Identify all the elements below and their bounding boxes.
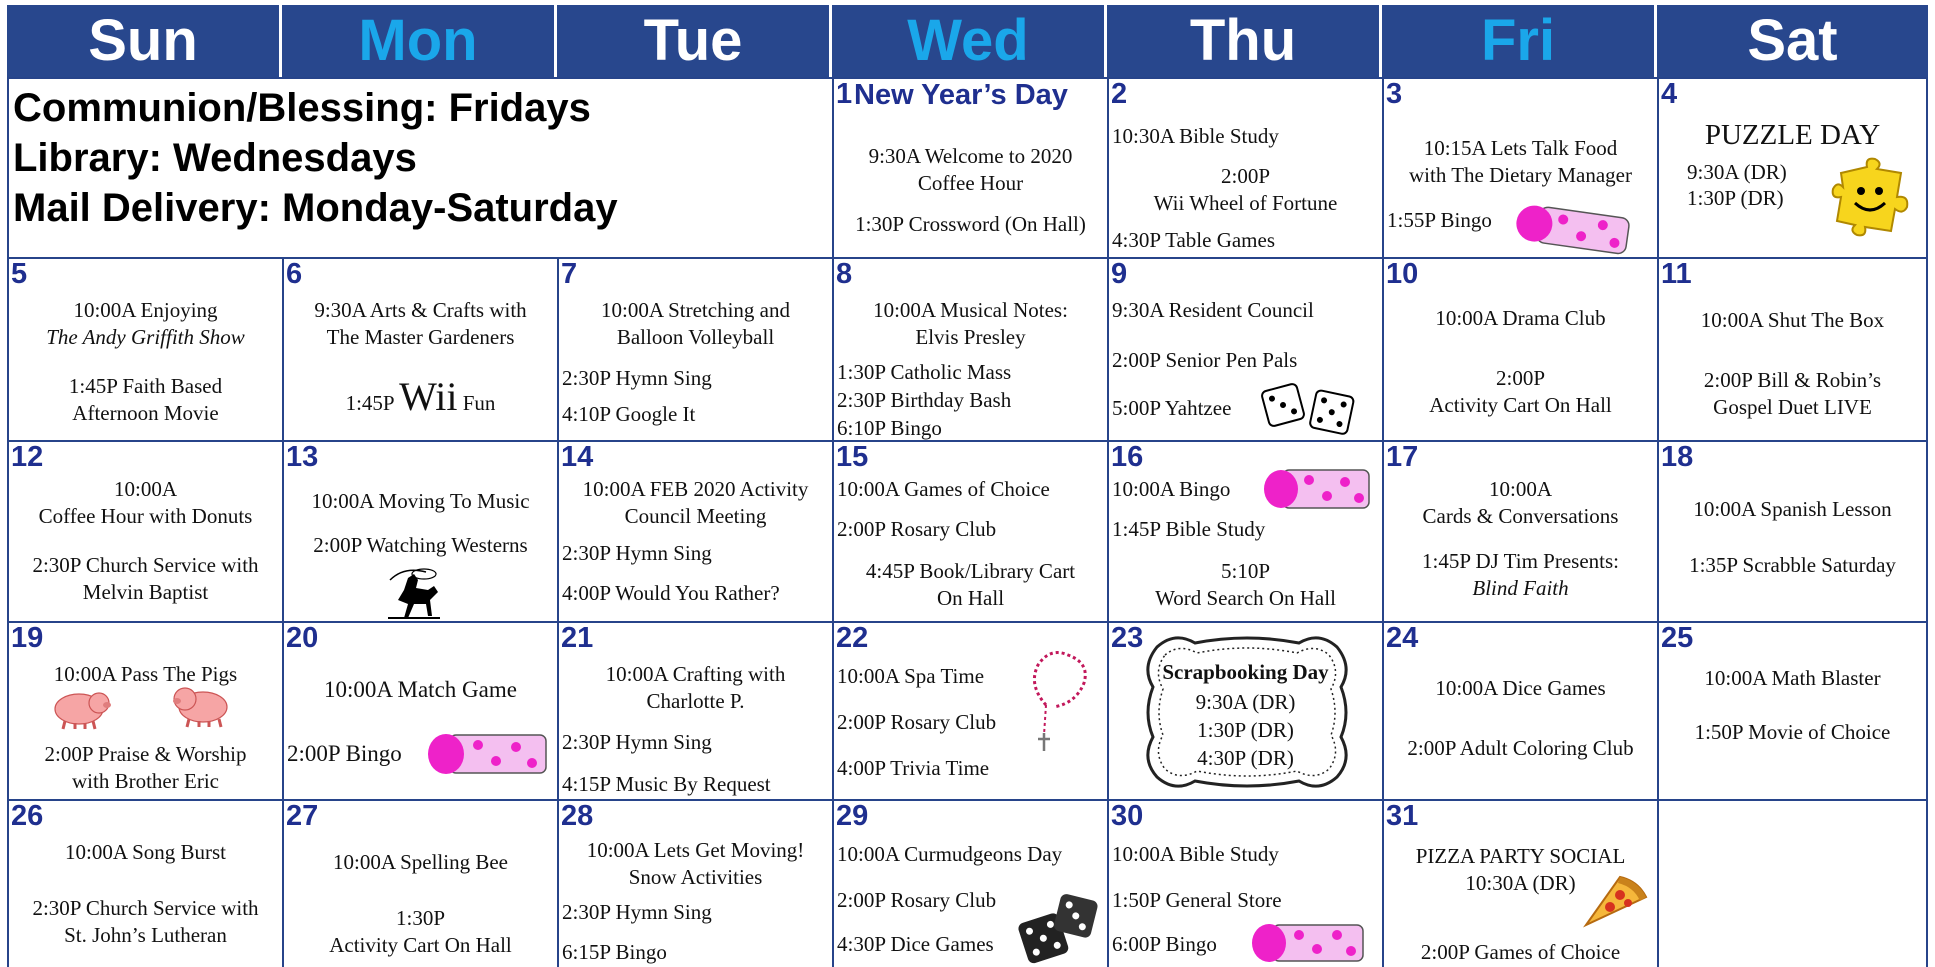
dice-icon — [1259, 377, 1359, 437]
event: 2:30P Hymn Sing — [562, 541, 712, 565]
event: 4:00P Trivia Time — [837, 756, 990, 780]
day-cell-5 — [7, 257, 284, 442]
event: 10:00A Moving To Music — [311, 489, 530, 513]
event: 10:00A Curmudgeons Day — [837, 842, 1063, 866]
day-cell-12 — [7, 440, 284, 623]
notice-communion: Communion/Blessing: Fridays — [13, 86, 591, 130]
puzzle-smiley-icon — [1831, 155, 1913, 237]
day-cell-18 — [1657, 440, 1928, 623]
event: 9:30A Resident Council — [1112, 298, 1314, 322]
day-number: 18 — [1661, 441, 1694, 473]
header-sat: Sat — [1657, 5, 1928, 77]
day-number: 14 — [561, 441, 594, 473]
day-number: 26 — [11, 800, 44, 832]
notice-cell — [7, 77, 834, 259]
event: 4:30P (DR) — [1197, 746, 1294, 770]
event: 4:15P Music By Request — [562, 772, 771, 796]
event: 10:00A Song Burst — [64, 840, 227, 864]
day-cell-31 — [1382, 799, 1659, 967]
notice-mail: Mail Delivery: Monday-Saturday — [13, 186, 618, 230]
day-number: 20 — [286, 622, 319, 654]
event: 1:45P Bible Study — [1112, 517, 1266, 541]
bingo-dauber-icon — [1261, 464, 1373, 514]
event: 10:00A Games of Choice — [837, 477, 1050, 501]
event: 2:30P Hymn Sing — [562, 730, 712, 754]
event: 10:00A Bible Study — [1112, 842, 1279, 866]
day-number: 23 — [1111, 622, 1144, 654]
event: 2:00P Rosary Club — [837, 888, 997, 912]
day-number: 2 — [1111, 78, 1128, 110]
calendar — [7, 5, 1928, 967]
event: 10:00A Enjoying The Andy Griffith Show — [46, 298, 245, 349]
event: 2:00P Senior Pen Pals — [1112, 348, 1298, 372]
event: 2:00P Watching Westerns — [313, 533, 528, 557]
day-cell-21 — [557, 621, 834, 801]
event: 1:30P Catholic Mass — [837, 360, 1012, 384]
day-cell-17 — [1382, 440, 1659, 623]
day-number: 12 — [11, 441, 44, 473]
event: 2:30P Church Service with Melvin Baptist — [32, 553, 259, 604]
event: 1:50P Movie of Choice — [1694, 720, 1891, 744]
event: 1:55P Bingo — [1387, 208, 1492, 232]
event: 6:00P Bingo — [1112, 932, 1217, 956]
pizza-slice-icon — [1580, 871, 1650, 929]
day-cell-2 — [1107, 77, 1384, 259]
day-number: 30 — [1111, 800, 1144, 832]
event: 2:30P Church Service with St. John’s Lutheran — [32, 896, 259, 947]
event: 5:00P Yahtzee — [1112, 396, 1232, 420]
event: 4:10P Google It — [562, 402, 696, 426]
event: 10:15A Lets Talk Food with The Dietary Manager — [1409, 136, 1632, 187]
event: 10:00A Cards & Conversations — [1422, 477, 1619, 528]
event: 10:00A Bingo — [1112, 477, 1231, 501]
event: 10:00A Shut The Box — [1700, 308, 1885, 332]
event: 2:00P Praise & Worship with Brother Eric — [44, 742, 247, 793]
day-number: 5 — [11, 258, 28, 290]
event: 10:00A Match Game — [324, 677, 517, 702]
rosary-icon — [1024, 645, 1096, 753]
day-number: 1 — [836, 78, 853, 110]
day-number: 10 — [1386, 258, 1419, 290]
event: 2:30P Hymn Sing — [562, 900, 712, 924]
event: 2:00P Rosary Club — [837, 517, 997, 541]
day-cell-11 — [1657, 257, 1928, 442]
event: 10:00A Musical Notes: Elvis Presley — [873, 298, 1068, 349]
pig-icon — [47, 683, 113, 731]
event: 10:00A Stretching and Balloon Volleyball — [601, 298, 790, 349]
day-number: 11 — [1661, 258, 1692, 290]
day-number: 21 — [561, 622, 594, 654]
day-number: 4 — [1661, 78, 1678, 110]
bingo-dauber-icon — [1512, 201, 1634, 257]
event: 4:30P Table Games — [1112, 228, 1276, 252]
pig-icon — [169, 679, 235, 729]
day-number: 9 — [1111, 258, 1128, 290]
event: 1:45P Wii Fun — [345, 374, 496, 419]
day-number: 7 — [561, 258, 578, 290]
header-thu: Thu — [1107, 5, 1382, 77]
event: 1:45P Faith Based Afternoon Movie — [68, 374, 223, 425]
day-cell-29 — [832, 799, 1109, 967]
black-dice-icon — [1014, 891, 1100, 967]
event: 10:00A Coffee Hour with Donuts — [38, 477, 253, 528]
event: 9:30A Arts & Crafts with The Master Gardeners — [314, 298, 527, 349]
event: 2:00P Wii Wheel of Fortune — [1153, 164, 1338, 215]
day-cell-25 — [1657, 621, 1928, 801]
notice-library: Library: Wednesdays — [13, 136, 417, 180]
header-sun: Sun — [7, 5, 282, 77]
event: 10:00A Pass The Pigs — [53, 662, 238, 686]
event: 9:30A (DR) — [1195, 690, 1296, 714]
day-cell-23 — [1107, 621, 1384, 801]
day-cell-24 — [1382, 621, 1659, 801]
event: 9:30A Welcome to 2020 Coffee Hour — [868, 144, 1073, 195]
day-number: 16 — [1111, 441, 1144, 473]
event: 2:00P Bingo — [287, 741, 402, 766]
day-cell-14 — [557, 440, 834, 623]
day-number: 28 — [561, 800, 594, 832]
event: 4:00P Would You Rather? — [562, 581, 780, 605]
day-cell-22 — [832, 621, 1109, 801]
day-cell-30 — [1107, 799, 1384, 967]
day-number: 22 — [836, 622, 869, 654]
day-cell-27 — [282, 799, 559, 967]
event: 2:00P Games of Choice — [1420, 940, 1621, 964]
day-cell-3 — [1382, 77, 1659, 259]
day-number: 25 — [1661, 622, 1694, 654]
day-cell-19 — [7, 621, 284, 801]
event: 1:30P Activity Cart On Hall — [329, 906, 512, 957]
event-title: Scrapbooking Day — [1162, 660, 1329, 684]
day-number: 24 — [1386, 622, 1419, 654]
event: 1:30P (DR) — [1687, 186, 1784, 210]
day-cell-26 — [7, 799, 284, 967]
event: 10:00A Spelling Bee — [333, 850, 508, 874]
event: 10:00A Dice Games — [1435, 676, 1606, 700]
event: 4:30P Dice Games — [837, 932, 994, 956]
day-cell-4 — [1657, 77, 1928, 259]
day-cell-20 — [282, 621, 559, 801]
header-wed: Wed — [832, 5, 1107, 77]
event: 6:10P Bingo — [837, 416, 942, 440]
event: 2:00P Bill & Robin’s Gospel Duet LIVE — [1703, 368, 1882, 419]
day-cell-8 — [832, 257, 1109, 442]
event: 2:00P Adult Coloring Club — [1407, 736, 1634, 760]
day-number: 27 — [286, 800, 319, 832]
cowboy-horse-icon — [384, 560, 444, 622]
day-cell-15 — [832, 440, 1109, 623]
event: 10:00A Lets Get Moving! Snow Activities — [586, 838, 805, 889]
event: 9:30A (DR) — [1687, 160, 1787, 184]
event: 5:10P Word Search On Hall — [1155, 559, 1336, 610]
day-number: 15 — [836, 441, 869, 473]
event: 1:30P (DR) — [1197, 718, 1294, 742]
day-cell-9 — [1107, 257, 1384, 442]
day-number: 31 — [1386, 800, 1419, 832]
day-cell-16 — [1107, 440, 1384, 623]
event: 1:45P DJ Tim Presents: Blind Faith — [1421, 549, 1620, 600]
event: 1:30P Crossword (On Hall) — [855, 212, 1086, 236]
event: 2:00P Rosary Club — [837, 710, 997, 734]
event: 2:30P Hymn Sing — [562, 366, 712, 390]
event: 2:30P Birthday Bash — [837, 388, 1012, 412]
bingo-dauber-icon — [424, 727, 550, 779]
day-number: 17 — [1386, 441, 1419, 473]
event: 10:00A Spanish Lesson — [1693, 497, 1892, 521]
event: 10:00A FEB 2020 Activity Council Meeting — [582, 477, 809, 528]
event: PIZZA PARTY SOCIAL 10:30A (DR) — [1415, 844, 1626, 895]
day-cell-28 — [557, 799, 834, 967]
day-number: 29 — [836, 800, 869, 832]
event: 4:45P Book/Library Cart On Hall — [865, 559, 1076, 610]
day-number: 8 — [836, 258, 853, 290]
header-mon: Mon — [282, 5, 557, 77]
day-cell-13 — [282, 440, 559, 623]
day-number: 19 — [11, 622, 44, 654]
event: 2:00P Activity Cart On Hall — [1429, 366, 1612, 417]
event: 10:00A Spa Time — [837, 664, 985, 688]
day-cell-7 — [557, 257, 834, 442]
event: 10:30A Bible Study — [1112, 124, 1279, 148]
day-cell-6 — [282, 257, 559, 442]
day-cell-10 — [1382, 257, 1659, 442]
event: 10:00A Crafting with Charlotte P. — [605, 662, 786, 713]
event-title: PUZZLE DAY — [1704, 119, 1881, 151]
day-number: 3 — [1386, 78, 1403, 110]
day-number: 6 — [286, 258, 303, 290]
event: 1:50P General Store — [1112, 888, 1282, 912]
holiday-title: New Year’s Day — [854, 79, 1068, 111]
empty-cell — [1657, 799, 1928, 967]
event: 6:15P Bingo — [562, 940, 667, 964]
bingo-dauber-icon — [1249, 919, 1367, 967]
header-fri: Fri — [1382, 5, 1657, 77]
event: 1:35P Scrabble Saturday — [1689, 553, 1896, 577]
event: 10:00A Math Blaster — [1704, 666, 1881, 690]
event: 10:00A Drama Club — [1435, 306, 1606, 330]
day-cell-1 — [832, 77, 1109, 259]
header-tue: Tue — [557, 5, 832, 77]
day-number: 13 — [286, 441, 319, 473]
